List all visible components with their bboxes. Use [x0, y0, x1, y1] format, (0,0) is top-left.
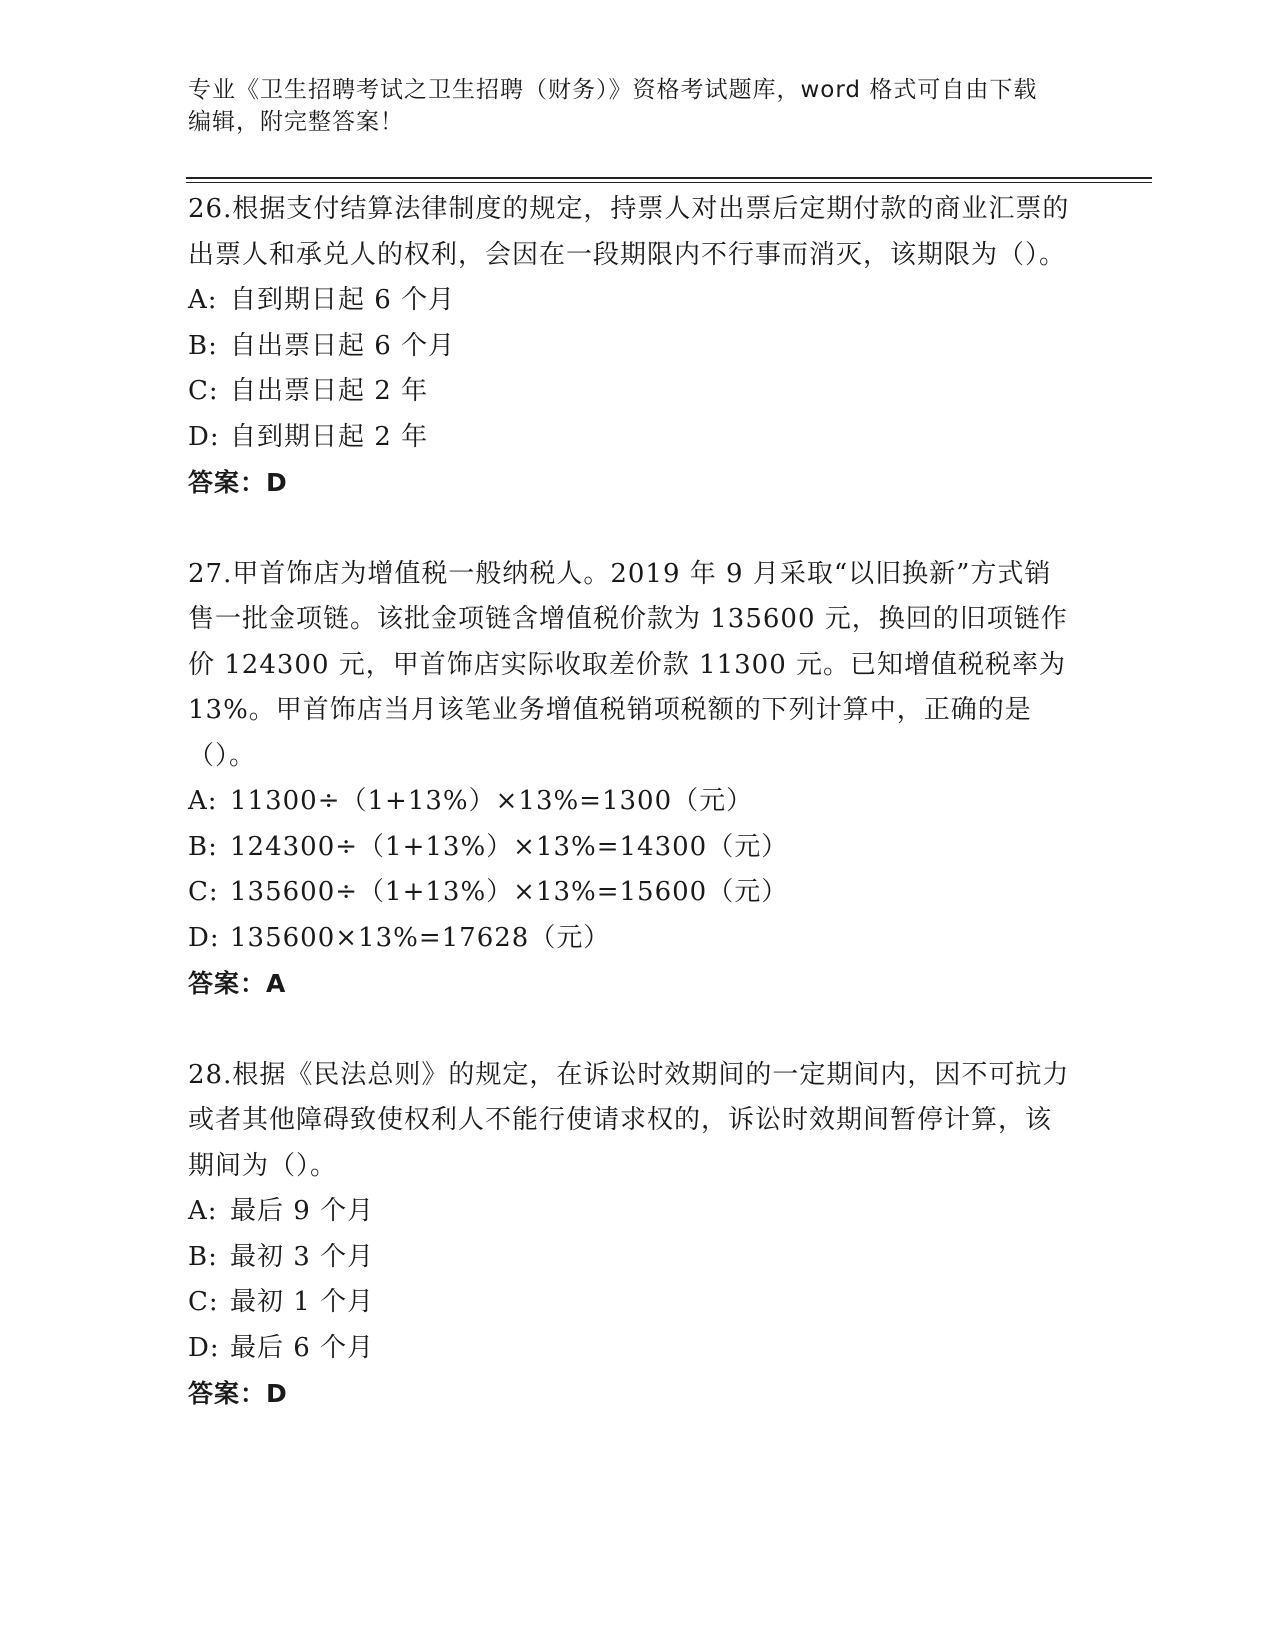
option-letter: C: — [188, 376, 219, 406]
option-text: 最后 9 个月 — [230, 1196, 375, 1226]
header-divider-thin — [186, 182, 1152, 183]
option-letter: B: — [188, 330, 218, 361]
option-b — [188, 1235, 1088, 1281]
option-d — [188, 916, 1088, 962]
answer-label: 答案：A — [188, 969, 287, 998]
question-stem: 28.根据《民法总则》的规定，在诉讼时效期间的一定期间内，因不可抗力或者其他障碍致使权利人不能行使请求权的，诉讼时效期间暂停计算，该期间为（）。 — [188, 1059, 1070, 1181]
option-text: 自到期日起 6 个月 — [230, 285, 456, 315]
question-27 — [188, 552, 1088, 1007]
answer-label: 答案：D — [188, 468, 288, 497]
header-divider-thick — [186, 177, 1152, 179]
option-c — [188, 870, 1088, 916]
option-text: 11300÷（1+13%）×13%=1300（元） — [230, 786, 754, 816]
option-text: 自到期日起 2 年 — [230, 421, 429, 452]
option-letter: B: — [188, 1241, 218, 1272]
header-line-2: 编辑，附完整答案！ — [188, 109, 404, 135]
option-text: 自出票日起 6 个月 — [230, 330, 456, 361]
option-letter: D: — [188, 922, 220, 953]
option-c — [188, 369, 1088, 415]
option-d — [188, 1326, 1088, 1372]
question-28 — [188, 1053, 1088, 1417]
option-text: 自出票日起 2 年 — [230, 376, 429, 406]
option-text: 135600×13%=17628（元） — [230, 922, 611, 953]
document-header — [188, 74, 1068, 138]
option-b — [188, 324, 1088, 370]
option-letter: A: — [188, 285, 218, 315]
option-text: 最初 1 个月 — [230, 1287, 375, 1317]
option-letter: C: — [188, 877, 219, 907]
answer-label: 答案：D — [188, 1379, 288, 1408]
option-a — [188, 278, 1088, 324]
option-d — [188, 415, 1088, 461]
option-text: 135600÷（1+13%）×13%=15600（元） — [230, 877, 789, 907]
option-text: 124300÷（1+13%）×13%=14300（元） — [230, 831, 789, 862]
option-letter: D: — [188, 1332, 220, 1363]
header-line-1: 专业《卫生招聘考试之卫生招聘（财务）》资格考试题库，word 格式可自由下载 — [188, 77, 1038, 103]
option-letter: C: — [188, 1287, 219, 1317]
option-c — [188, 1280, 1088, 1326]
question-26 — [188, 187, 1088, 506]
option-letter: B: — [188, 831, 218, 862]
question-stem: 27.甲首饰店为增值税一般纳税人。2019 年 9 月采取“以旧换新”方式销售一批金项链。该批金项链含增值税价款为 135600 元，换回的旧项链作价 124300 元，甲首饰店实际收取差价款 11300 元。已知增值税税率为 13%。甲首饰店当月该笔业务增值税销项税额的下列计算中，正确的是（）。 — [188, 558, 1068, 771]
option-text: 最后 6 个月 — [230, 1332, 375, 1363]
question-stem: 26.根据支付结算法律制度的规定，持票人对出票后定期付款的商业汇票的出票人和承兑人的权利，会因在一段期限内不行事而消灭，该期限为（）。 — [188, 194, 1070, 270]
option-text: 最初 3 个月 — [230, 1241, 375, 1272]
option-letter: A: — [188, 786, 218, 816]
option-letter: A: — [188, 1196, 218, 1226]
option-a — [188, 779, 1088, 825]
option-a — [188, 1189, 1088, 1235]
question-list — [188, 187, 1088, 1417]
option-letter: D: — [188, 421, 220, 452]
option-b — [188, 825, 1088, 871]
